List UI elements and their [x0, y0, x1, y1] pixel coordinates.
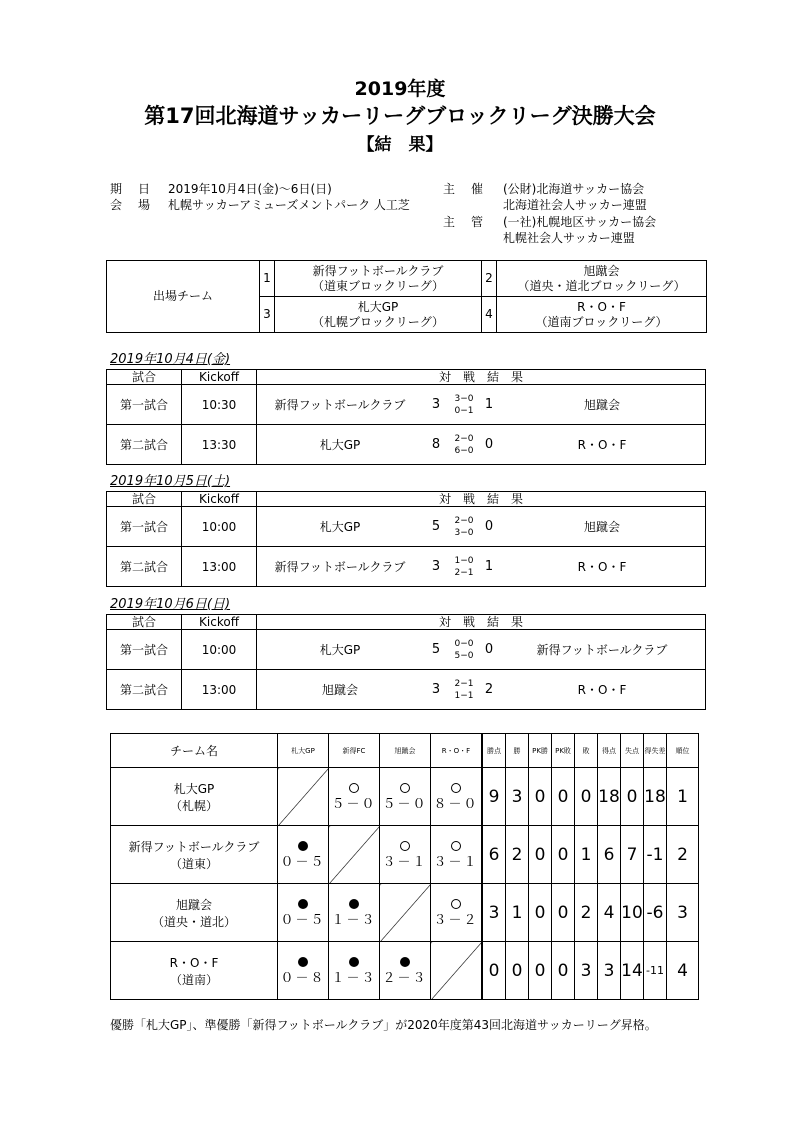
- stat-cell: 3: [667, 884, 699, 942]
- match-table: [106, 491, 706, 587]
- stat-cell: 0: [506, 942, 529, 1000]
- org2: 札幌社会人サッカー連盟: [503, 231, 635, 245]
- result-score: ３－１: [433, 854, 479, 870]
- team-entry: [275, 297, 482, 333]
- away-team: 旭蹴会: [499, 507, 706, 547]
- stat-cell: 18: [598, 768, 621, 826]
- away-score: 0: [479, 425, 499, 465]
- stat-cell: 0: [529, 942, 552, 1000]
- entries-table: [106, 260, 707, 333]
- team-cell: [111, 826, 278, 884]
- org-label: 主 管: [443, 215, 486, 229]
- home-score: 5: [423, 630, 449, 670]
- org1: (一社)札幌地区サッカー協会: [503, 215, 657, 229]
- col-kickoff: Kickoff: [182, 370, 257, 385]
- day-date: 2019年10月4日(金): [110, 352, 231, 367]
- result-score: ８－０: [433, 796, 479, 812]
- team-no: 3: [260, 297, 275, 333]
- col-stat: 順位: [667, 734, 699, 768]
- stat-cell: 6: [482, 826, 506, 884]
- col-opp: R・O・F: [431, 734, 483, 768]
- self-cell: [329, 826, 380, 884]
- col-result: 対 戦 結 果: [257, 492, 706, 507]
- self-cell: [380, 884, 431, 942]
- stat-cell: -11: [644, 942, 667, 1000]
- game-label: 第一試合: [107, 630, 182, 670]
- entries-label: 出場チーム: [107, 261, 260, 333]
- stat-cell: 0: [621, 768, 644, 826]
- stat-cell: 1: [667, 768, 699, 826]
- first-half: 2−0: [454, 433, 474, 444]
- stat-cell: 3: [575, 942, 598, 1000]
- stat-cell: 7: [621, 826, 644, 884]
- team-name: 新得フットボールクラブ: [312, 263, 444, 278]
- win-mark-icon: [380, 839, 430, 855]
- team-region: （道南）: [169, 972, 218, 987]
- half-scores: [449, 670, 479, 710]
- title-sub: 【結 果】: [357, 135, 443, 155]
- game-label: 第一試合: [107, 507, 182, 547]
- home-score: 5: [423, 507, 449, 547]
- half-scores: [449, 507, 479, 547]
- stat-cell: 0: [529, 884, 552, 942]
- team-block: （道央・道北ブロックリーグ）: [517, 278, 686, 293]
- stat-cell: 0: [552, 768, 575, 826]
- home-team: 札大GP: [257, 425, 424, 465]
- stat-cell: -1: [644, 826, 667, 884]
- team-name: 新得フットボールクラブ: [128, 839, 260, 854]
- venue-value: 札幌サッカーアミューズメントパーク 人工芝: [168, 198, 410, 212]
- team-cell: [111, 768, 278, 826]
- stat-cell: 3: [482, 884, 506, 942]
- win-mark-icon: [431, 839, 481, 855]
- team-cell: [111, 942, 278, 1000]
- result-score: ０－５: [280, 912, 326, 928]
- col-stat: 得点: [598, 734, 621, 768]
- stat-cell: -6: [644, 884, 667, 942]
- result-cell: [380, 768, 431, 826]
- stat-cell: 9: [482, 768, 506, 826]
- away-team: R・O・F: [499, 425, 706, 465]
- result-cell: [431, 826, 483, 884]
- game-kickoff: 13:00: [182, 547, 257, 587]
- stat-cell: 4: [667, 942, 699, 1000]
- host2: 北海道社会人サッカー連盟: [503, 198, 647, 212]
- col-result: 対 戦 結 果: [257, 615, 706, 630]
- second-half: 5−0: [454, 650, 474, 661]
- stat-cell: 3: [506, 768, 529, 826]
- result-score: ０－８: [280, 970, 326, 986]
- standings-row: [111, 826, 699, 884]
- stat-cell: 2: [667, 826, 699, 884]
- match-table: [106, 614, 706, 710]
- team-name: 札大GP: [173, 781, 215, 796]
- result-cell: [278, 884, 329, 942]
- host1: (公財)北海道サッカー協会: [503, 182, 645, 196]
- win-mark-icon: [431, 897, 481, 913]
- result-cell: [329, 942, 380, 1000]
- home-team: 札大GP: [257, 630, 424, 670]
- team-no: 2: [482, 261, 497, 297]
- col-stat: PK勝: [529, 734, 552, 768]
- first-half: 1−0: [454, 555, 474, 566]
- standings-row: [111, 884, 699, 942]
- stat-cell: 6: [598, 826, 621, 884]
- day-date: 2019年10月6日(日): [110, 597, 231, 612]
- away-team: R・O・F: [499, 547, 706, 587]
- home-score: 3: [423, 547, 449, 587]
- result-cell: [278, 942, 329, 1000]
- team-block: （道東ブロックリーグ）: [311, 278, 445, 293]
- away-score: 0: [479, 507, 499, 547]
- result-score: ３－１: [382, 854, 428, 870]
- stat-cell: 0: [575, 768, 598, 826]
- stat-cell: 4: [598, 884, 621, 942]
- footer-note: 優勝「札大GP」、準優勝「新得フットボールクラブ」が2020年度第43回北海道サッカーリーグ昇格。: [110, 1018, 657, 1032]
- team-name: 旭蹴会: [583, 263, 620, 278]
- game-label: 第二試合: [107, 670, 182, 710]
- first-half: 0−0: [454, 638, 474, 649]
- second-half: 3−0: [454, 527, 474, 538]
- team-block: （札幌ブロックリーグ）: [311, 314, 445, 329]
- team-region: （札幌）: [169, 798, 218, 813]
- game-label: 第一試合: [107, 385, 182, 425]
- period-label: 期 日: [110, 182, 153, 196]
- result-score: ５－０: [331, 796, 377, 812]
- stat-cell: 2: [575, 884, 598, 942]
- period-value: 2019年10月4日(金)～6日(日): [168, 182, 332, 196]
- team-name: 旭蹴会: [175, 897, 212, 912]
- half-scores: [449, 547, 479, 587]
- standings-row: [111, 942, 699, 1000]
- game-kickoff: 10:00: [182, 630, 257, 670]
- home-team: 新得フットボールクラブ: [257, 385, 424, 425]
- win-mark-icon: [380, 781, 430, 797]
- stat-cell: 1: [506, 884, 529, 942]
- col-kickoff: Kickoff: [182, 615, 257, 630]
- game-kickoff: 10:30: [182, 385, 257, 425]
- team-entry: [497, 261, 707, 297]
- col-stat: 失点: [621, 734, 644, 768]
- self-cell: [278, 768, 329, 826]
- result-score: １－３: [331, 970, 377, 986]
- stat-cell: 10: [621, 884, 644, 942]
- team-entry: [275, 261, 482, 297]
- team-entry: [497, 297, 707, 333]
- game-label: 第二試合: [107, 425, 182, 465]
- stat-cell: 1: [575, 826, 598, 884]
- team-no: 1: [260, 261, 275, 297]
- team-region: （道央・道北）: [151, 914, 236, 929]
- result-cell: [329, 884, 380, 942]
- first-half: 2−0: [454, 515, 474, 526]
- col-stat: 勝点: [482, 734, 506, 768]
- team-name: R・O・F: [169, 955, 219, 970]
- info-venue: [110, 197, 410, 214]
- result-cell: [380, 942, 431, 1000]
- venue-label: 会 場: [110, 198, 153, 212]
- day-date: 2019年10月5日(土): [110, 474, 231, 489]
- loss-mark-icon: [329, 897, 379, 913]
- col-game: 試合: [107, 615, 182, 630]
- second-half: 1−1: [454, 690, 474, 701]
- game-kickoff: 13:30: [182, 425, 257, 465]
- stat-cell: 0: [529, 768, 552, 826]
- half-scores: [449, 425, 479, 465]
- result-cell: [278, 826, 329, 884]
- team-cell: [111, 884, 278, 942]
- match-table: [106, 369, 706, 465]
- loss-mark-icon: [329, 955, 379, 971]
- col-game: 試合: [107, 492, 182, 507]
- game-kickoff: 13:00: [182, 670, 257, 710]
- stat-cell: 18: [644, 768, 667, 826]
- col-result: 対 戦 結 果: [257, 370, 706, 385]
- col-game: 試合: [107, 370, 182, 385]
- away-score: 1: [479, 547, 499, 587]
- home-team: 旭蹴会: [257, 670, 424, 710]
- col-stat: 得失差: [644, 734, 667, 768]
- info-org: [443, 214, 656, 231]
- home-score: 3: [423, 385, 449, 425]
- team-block: （道南ブロックリーグ）: [535, 314, 668, 329]
- loss-mark-icon: [380, 955, 430, 971]
- stat-cell: 0: [482, 942, 506, 1000]
- team-name: 札大GP: [357, 299, 399, 314]
- home-team: 札大GP: [257, 507, 424, 547]
- first-half: 3−0: [454, 393, 474, 404]
- standings-row: [111, 768, 699, 826]
- result-score: １－３: [331, 912, 377, 928]
- col-stat: 勝: [506, 734, 529, 768]
- away-team: 新得フットボールクラブ: [499, 630, 706, 670]
- away-team: R・O・F: [499, 670, 706, 710]
- away-score: 2: [479, 670, 499, 710]
- self-cell: [431, 942, 483, 1000]
- title-year: 2019年度: [354, 78, 446, 100]
- result-score: ５－０: [382, 796, 428, 812]
- away-team: 旭蹴会: [499, 385, 706, 425]
- half-scores: [449, 385, 479, 425]
- team-region: （道東）: [169, 856, 218, 871]
- loss-mark-icon: [278, 955, 328, 971]
- game-label: 第二試合: [107, 547, 182, 587]
- result-score: ０－５: [280, 854, 326, 870]
- col-team: チーム名: [111, 734, 278, 768]
- col-opp: 札大GP: [278, 734, 329, 768]
- stat-cell: 0: [552, 884, 575, 942]
- away-score: 0: [479, 630, 499, 670]
- half-scores: [449, 630, 479, 670]
- result-cell: [380, 826, 431, 884]
- result-cell: [431, 768, 483, 826]
- result-score: ３－２: [433, 912, 479, 928]
- loss-mark-icon: [278, 897, 328, 913]
- col-stat: PK敗: [552, 734, 575, 768]
- result-cell: [431, 884, 483, 942]
- stat-cell: 3: [598, 942, 621, 1000]
- second-half: 2−1: [454, 567, 474, 578]
- home-score: 3: [423, 670, 449, 710]
- second-half: 6−0: [454, 445, 474, 456]
- col-stat: 敗: [575, 734, 598, 768]
- first-half: 2−1: [454, 678, 474, 689]
- loss-mark-icon: [278, 839, 328, 855]
- info-period: [110, 181, 332, 198]
- away-score: 1: [479, 385, 499, 425]
- col-opp: 新得FC: [329, 734, 380, 768]
- home-score: 8: [423, 425, 449, 465]
- stat-cell: 2: [506, 826, 529, 884]
- title-main: 第17回北海道サッカーリーグブロックリーグ決勝大会: [144, 104, 656, 128]
- game-kickoff: 10:00: [182, 507, 257, 547]
- win-mark-icon: [329, 781, 379, 797]
- result-score: ２－３: [382, 970, 428, 986]
- stat-cell: 0: [529, 826, 552, 884]
- stat-cell: 0: [552, 826, 575, 884]
- second-half: 0−1: [454, 405, 474, 416]
- col-kickoff: Kickoff: [182, 492, 257, 507]
- info-host: [443, 181, 644, 198]
- stat-cell: 14: [621, 942, 644, 1000]
- col-opp: 旭蹴会: [380, 734, 431, 768]
- standings-table: [110, 733, 699, 1000]
- team-no: 4: [482, 297, 497, 333]
- result-cell: [329, 768, 380, 826]
- team-name: R・O・F: [577, 299, 626, 314]
- home-team: 新得フットボールクラブ: [257, 547, 424, 587]
- win-mark-icon: [431, 781, 481, 797]
- stat-cell: 0: [552, 942, 575, 1000]
- host-label: 主 催: [443, 182, 486, 196]
